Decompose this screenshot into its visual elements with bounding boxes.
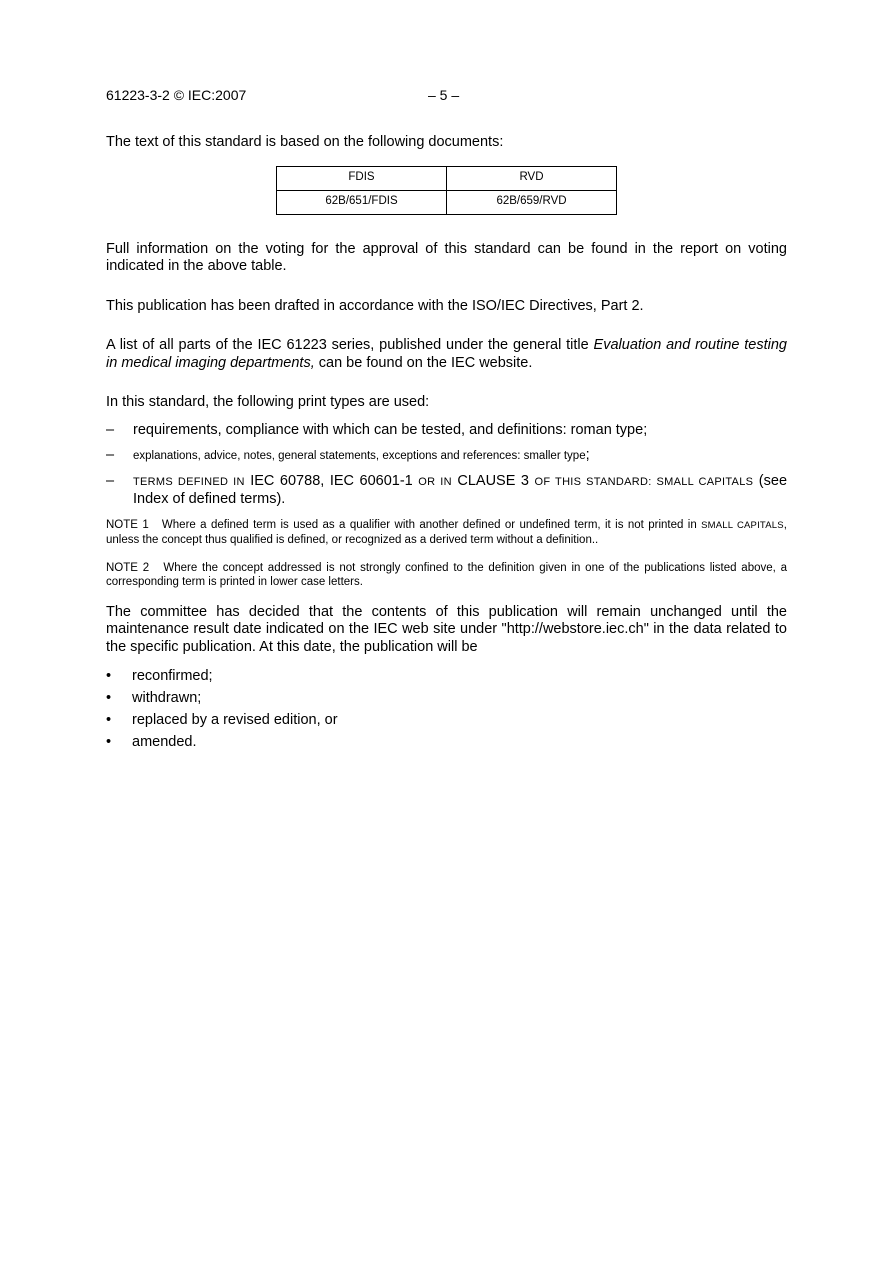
dash-marker: – xyxy=(106,421,115,438)
table-header-cell: RVD xyxy=(447,166,617,190)
list-item xyxy=(106,473,787,509)
list-item xyxy=(106,687,787,709)
list-item-text: explanations, advice, notes, general statements, exceptions and references: smaller type xyxy=(133,450,586,462)
series-title: Evaluation and routine testing in medical imaging departments, xyxy=(106,337,787,371)
list-item-text: reconfirmed; xyxy=(132,668,213,684)
page-header xyxy=(106,87,786,107)
print-types-intro: In this standard, the following print types are used: xyxy=(106,394,430,410)
note-text: , unless the concept thus qualified is defined, or recognized as a derived term without a definition.. xyxy=(106,518,787,546)
print-types-list xyxy=(106,422,787,509)
table-cell: 62B/659/RVD xyxy=(447,190,617,214)
list-item xyxy=(106,709,787,731)
note-text: Where a defined term is used as a qualifier with another defined or undefined term, it is not printed in xyxy=(161,518,702,531)
table-header-row xyxy=(277,166,617,190)
list-item-text: replaced by a revised edition, or xyxy=(132,712,338,728)
list-item-text: amended. xyxy=(132,734,197,750)
documents-table xyxy=(276,166,617,215)
bullet-marker: • xyxy=(106,690,112,706)
note-1 xyxy=(106,518,787,547)
table-header-cell: FDIS xyxy=(277,166,447,190)
note-label: NOTE 2 xyxy=(106,561,150,574)
small-caps-text: OF THIS STANDARD: SMALL CAPITALS xyxy=(534,475,754,488)
outcomes-list xyxy=(106,665,787,753)
list-item xyxy=(106,665,787,687)
drafted-paragraph: This publication has been drafted in accordance with the ISO/IEC Directives, Part 2. xyxy=(106,297,644,314)
small-caps-text: SMALL CAPITALS xyxy=(701,519,784,531)
small-caps-text: TERMS DEFINED IN xyxy=(133,475,245,488)
list-item-text: withdrawn; xyxy=(132,690,202,706)
reference-text: CLAUSE 3 xyxy=(451,472,535,489)
series-paragraph xyxy=(106,337,787,372)
small-caps-text: OR IN xyxy=(418,475,452,488)
page-content xyxy=(106,134,787,753)
document-id: 61223-3-2 © IEC:2007 xyxy=(106,87,247,103)
table-row xyxy=(277,190,617,214)
table-cell: 62B/651/FDIS xyxy=(277,190,447,214)
page-number: – 5 – xyxy=(428,87,460,103)
list-item xyxy=(106,447,787,466)
intro-paragraph: The text of this standard is based on the following documents: xyxy=(106,134,504,150)
list-item-text: requirements, compliance with which can be tested, and definitions: roman type; xyxy=(133,421,648,438)
dash-marker: – xyxy=(106,447,115,463)
committee-paragraph: The committee has decided that the contents of this publication will remain unchanged until the maintenance result date indicated on the IEC web site under "http://webstore.iec.ch" in the data related to the specific publication. At this date, the publication will be xyxy=(106,603,787,655)
bullet-marker: • xyxy=(106,734,112,750)
note-text: Where the concept addressed is not strongly confined to the definition given in one of the publications listed above, a corresponding term is printed in lower case letters. xyxy=(106,561,787,588)
dash-marker: – xyxy=(106,472,115,489)
series-text-after: can be found on the IEC website. xyxy=(314,354,533,371)
list-item-text: (see Index of defined terms). xyxy=(133,472,788,507)
reference-text: IEC 60788, IEC 60601-1 xyxy=(244,472,419,489)
bullet-marker: • xyxy=(106,712,112,728)
list-item-semicolon: ; xyxy=(585,447,590,463)
list-item xyxy=(106,422,787,440)
note-2 xyxy=(106,561,787,589)
note-label: NOTE 1 xyxy=(106,518,149,531)
voting-info-paragraph: Full information on the voting for the approval of this standard can be found in the report on voting indicated in the above table. xyxy=(106,240,787,274)
series-text-before: A list of all parts of the IEC 61223 series, published under the general title xyxy=(106,337,594,353)
list-item xyxy=(106,731,787,753)
bullet-marker: • xyxy=(106,668,112,684)
